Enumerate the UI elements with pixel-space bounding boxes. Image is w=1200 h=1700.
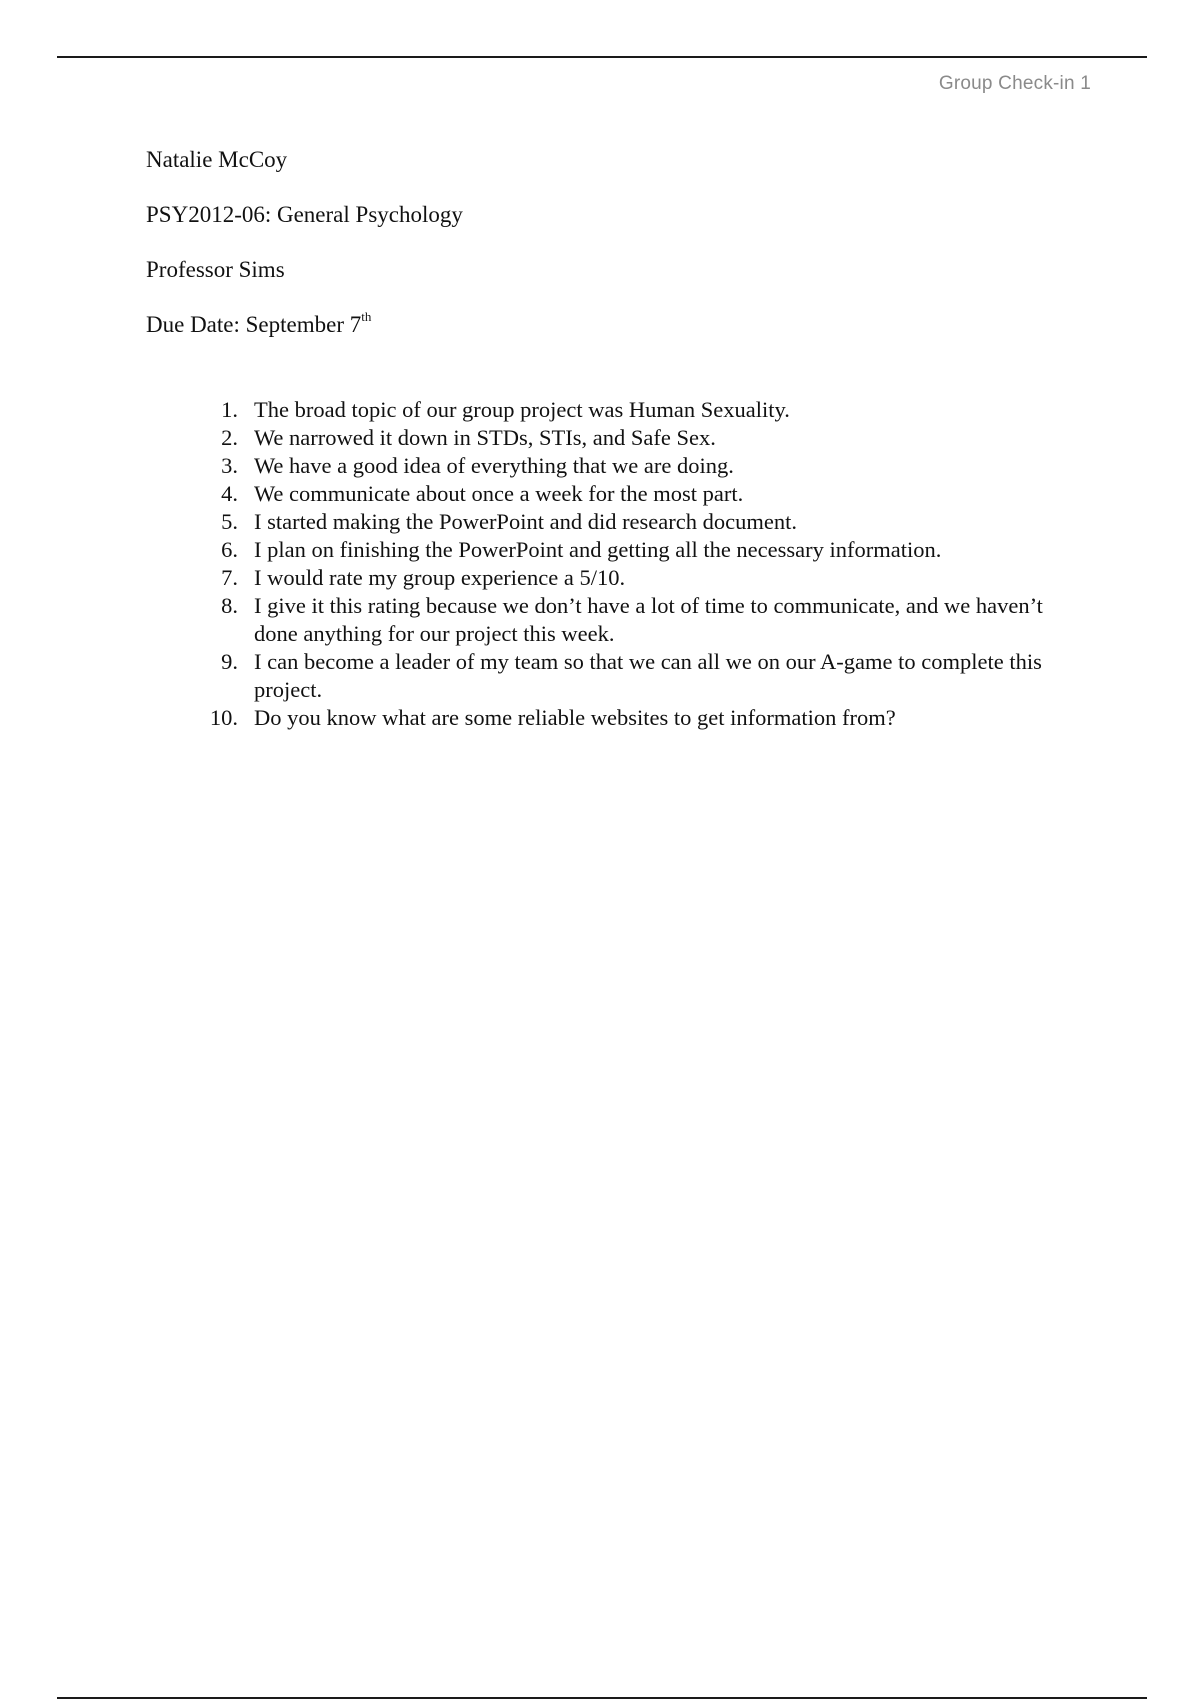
list-item — [146, 704, 1086, 732]
list-item — [146, 396, 1086, 424]
list-item-number: 5. — [221, 509, 238, 534]
list-item-number: 1. — [221, 397, 238, 422]
list-item-number: 4. — [221, 481, 238, 506]
student-name: Natalie McCoy — [146, 147, 288, 172]
list-item — [146, 480, 1086, 508]
due-date-suffix: th — [361, 309, 372, 325]
list-item-number: 10. — [209, 705, 238, 730]
list-item-text: I plan on finishing the PowerPoint and getting all the necessary information. — [254, 537, 942, 562]
list-item-text: I started making the PowerPoint and did research document. — [254, 509, 797, 534]
list-item — [146, 508, 1086, 536]
running-head: Group Check-in 1 — [938, 73, 1091, 94]
list-item — [146, 536, 1086, 564]
list-item-text: Do you know what are some reliable websites to get information from? — [254, 705, 896, 730]
list-item-number: 6. — [221, 537, 238, 562]
list-item-text: I would rate my group experience a 5/10. — [254, 565, 626, 590]
list-item — [146, 452, 1086, 480]
list-item-number: 9. — [221, 649, 238, 674]
student-heading — [146, 146, 1046, 366]
list-item-number: 2. — [221, 425, 238, 450]
list-item-text: We have a good idea of everything that we are doing. — [254, 453, 734, 478]
top-rule — [57, 56, 1147, 58]
list-item-text: We communicate about once a week for the most part. — [254, 481, 744, 506]
list-item — [146, 648, 1086, 704]
course-title: PSY2012-06: General Psychology — [146, 202, 463, 227]
list-item-number: 8. — [221, 593, 238, 618]
answer-list — [146, 396, 1086, 732]
list-item — [146, 564, 1086, 592]
list-item-text: We narrowed it down in STDs, STIs, and Safe Sex. — [254, 425, 716, 450]
list-item-text: I give it this rating because we don’t have a lot of time to communicate, and we haven’t done anything for our project this week. — [254, 593, 1043, 646]
list-item-text: The broad topic of our group project was Human Sexuality. — [254, 397, 790, 422]
list-item — [146, 592, 1086, 648]
bottom-rule — [57, 1697, 1147, 1699]
list-item-number: 7. — [221, 565, 238, 590]
professor-name: Professor Sims — [146, 257, 285, 282]
list-item-text: I can become a leader of my team so that we can all we on our A-game to complete this project. — [254, 649, 1042, 702]
due-date — [146, 311, 1046, 339]
list-item — [146, 424, 1086, 452]
due-date-text: Due Date: September 7 — [146, 312, 362, 337]
list-item-number: 3. — [221, 453, 238, 478]
